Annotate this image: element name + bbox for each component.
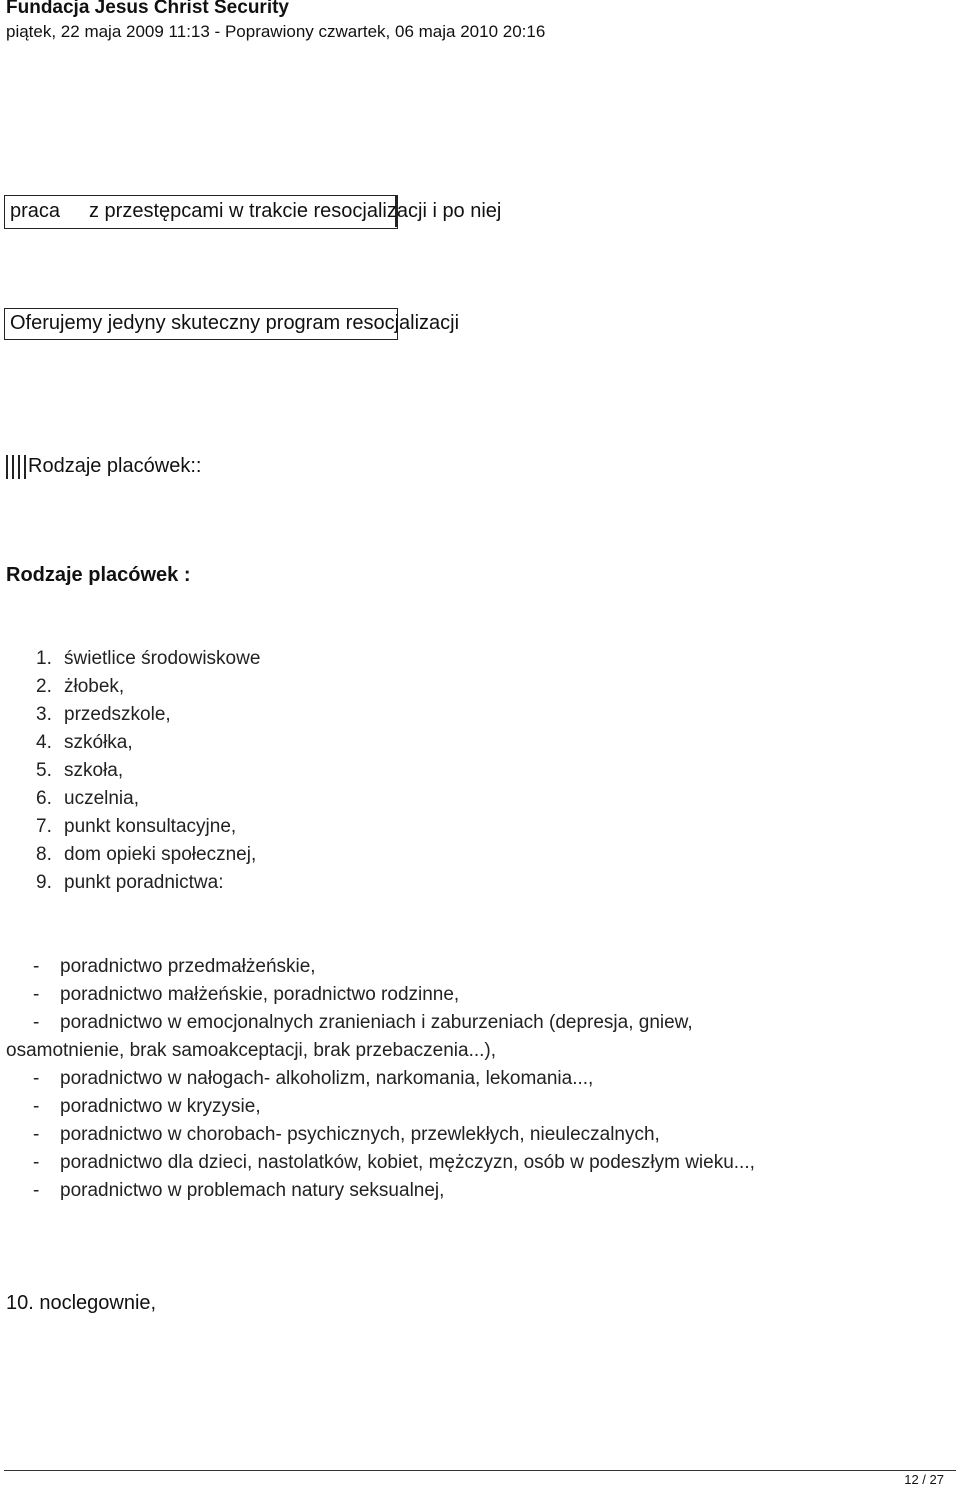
dash-marker: -	[33, 956, 40, 977]
boxed-text-praca: praca	[10, 200, 61, 222]
sublist-item: poradnictwo w kryzysie,	[60, 1096, 261, 1117]
list-item: punkt konsultacyjne,	[64, 816, 237, 837]
list-item: żłobek,	[64, 676, 125, 697]
list-number: 9.	[36, 872, 52, 893]
boxed-text-line2: Oferujemy jedyny skuteczny program resocjalizacji	[10, 312, 460, 334]
sublist-item: poradnictwo w emocjonalnych zranieniach i zaburzeniach (depresja, gniew,	[60, 1012, 693, 1033]
dash-marker: -	[33, 1012, 40, 1033]
sublist-item: poradnictwo małżeńskie, poradnictwo rodzinne,	[60, 984, 460, 1005]
divider-bar	[12, 455, 14, 479]
dash-marker: -	[33, 1152, 40, 1173]
list-number: 6.	[36, 788, 52, 809]
sublist-item: poradnictwo w chorobach- psychicznych, przewlekłych, nieuleczalnych,	[60, 1124, 660, 1145]
list-item: dom opieki społecznej,	[64, 844, 257, 865]
sublist-item: poradnictwo w nałogach- alkoholizm, narkomania, lekomania...,	[60, 1068, 594, 1089]
list-number: 4.	[36, 732, 52, 753]
section-title: Rodzaje placówek::	[28, 455, 202, 477]
list-item: świetlice środowiskowe	[64, 648, 261, 669]
list-item: szkółka,	[64, 732, 133, 753]
list-number: 8.	[36, 844, 52, 865]
list-number: 2.	[36, 676, 52, 697]
dash-marker: -	[33, 984, 40, 1005]
dash-marker: -	[33, 1124, 40, 1145]
divider-bar	[6, 455, 8, 479]
list-item: punkt poradnictwa:	[64, 872, 224, 893]
sublist-item-continuation: osamotnienie, brak samoakceptacji, brak przebaczenia...),	[6, 1040, 497, 1061]
list-number: 3.	[36, 704, 52, 725]
dash-marker: -	[33, 1068, 40, 1089]
section-heading: Rodzaje placówek :	[6, 564, 191, 586]
list-number: 7.	[36, 816, 52, 837]
page-title: Fundacja Jesus Christ Security	[6, 0, 289, 18]
divider-bar	[24, 455, 26, 479]
sublist-item: poradnictwo przedmałżeńskie,	[60, 956, 316, 977]
list-item-10: 10. noclegownie,	[6, 1292, 157, 1314]
divider-bar	[18, 455, 20, 479]
footer-divider	[4, 1470, 956, 1471]
boxed-text-line1: z przestępcami w trakcie resocjalizacji i po niej	[89, 200, 502, 222]
date-line: piątek, 22 maja 2009 11:13 - Poprawiony czwartek, 06 maja 2010 20:16	[6, 22, 546, 41]
sublist-item: poradnictwo dla dzieci, nastolatków, kobiet, mężczyzn, osób w podeszłym wieku...,	[60, 1152, 755, 1173]
sublist-item: poradnictwo w problemach natury seksualnej,	[60, 1180, 445, 1201]
list-number: 1.	[36, 648, 52, 669]
list-item: szkoła,	[64, 760, 124, 781]
dash-marker: -	[33, 1096, 40, 1117]
list-item: przedszkole,	[64, 704, 171, 725]
list-number: 5.	[36, 760, 52, 781]
list-item: uczelnia,	[64, 788, 139, 809]
page-number: 12 / 27	[904, 1472, 944, 1487]
dash-marker: -	[33, 1180, 40, 1201]
